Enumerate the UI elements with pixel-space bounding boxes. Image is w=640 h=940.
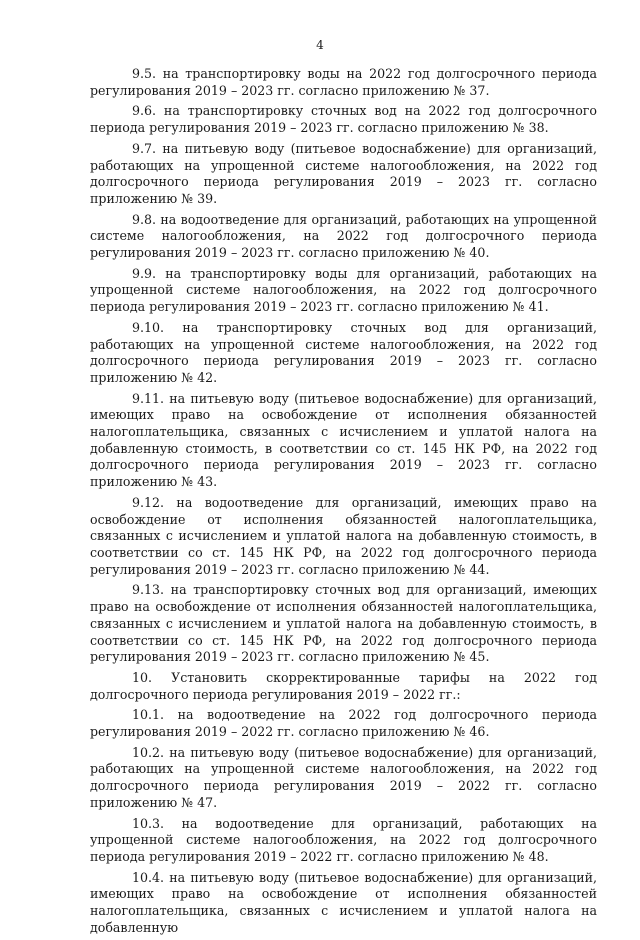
paragraph-10-1: 10.1. на водоотведение на 2022 год долгосрочного периода регулирования 2019 – 2022 гг. согласно приложению № 46. [90, 707, 597, 740]
paragraph-9-12: 9.12. на водоотведение для организаций, имеющих право на освобождение от исполнения обязанностей налогоплательщика, связанных с исчислением и уплатой налога на добавленную стоимость, в соответствии со ст. 145 НК РФ, на 2022 год долгосрочного периода регулирования 2019 – 2023 гг. согласно приложению № 44. [90, 494, 597, 577]
paragraph-10-3: 10.3. на водоотведение для организаций, работающих на упрощенной системе налогообложения, на 2022 год долгосрочного периода регулирования 2019 – 2022 гг. согласно приложению № 48. [90, 815, 597, 864]
paragraph-10-2: 10.2. на питьевую воду (питьевое водоснабжение) для организаций, работающих на упрощенной системе налогообложения, на 2022 год долгосрочного периода регулирования 2019 – 2022 гг. согласно приложению № 47. [90, 744, 597, 810]
document-body [90, 66, 597, 940]
paragraph-10: 10. Установить скорректированные тарифы на 2022 год долгосрочного периода регулирования 2019 – 2022 гг.: [90, 669, 597, 702]
paragraph-10-4: 10.4. на питьевую воду (питьевое водоснабжение) для организаций, имеющих право на освобождение от исполнения обязанностей налогоплательщика, связанных с исчислением и уплатой налога на добавленную [90, 869, 597, 935]
paragraph-9-7: 9.7. на питьевую воду (питьевое водоснабжение) для организаций, работающих на упрощенной системе налогообложения, на 2022 год долгосрочного периода регулирования 2019 – 2023 гг. согласно приложению № 39. [90, 140, 597, 206]
paragraph-9-11: 9.11. на питьевую воду (питьевое водоснабжение) для организаций, имеющих право на освобождение от исполнения обязанностей налогоплательщика, связанных с исчислением и уплатой налога на добавленную стоимость, в соответствии со ст. 145 НК РФ, на 2022 год долгосрочного периода регулирования 2019 – 2023 гг. согласно приложению № 43. [90, 390, 597, 490]
paragraph-9-9: 9.9. на транспортировку воды для организаций, работающих на упрощенной системе налогообложения, на 2022 год долгосрочного периода регулирования 2019 – 2023 гг. согласно приложению № 41. [90, 265, 597, 315]
paragraph-9-10: 9.10. на транспортировку сточных вод для организаций, работающих на упрощенной системе налогообложения, на 2022 год долгосрочного периода регулирования 2019 – 2023 гг. согласно приложению № 42. [90, 319, 597, 385]
paragraph-9-8: 9.8. на водоотведение для организаций, работающих на упрощенной системе налогообложения, на 2022 год долгосрочного периода регулирования 2019 – 2023 гг. согласно приложению № 40. [90, 211, 597, 261]
paragraph-9-5: 9.5. на транспортировку воды на 2022 год долгосрочного периода регулирования 2019 – 2023 гг. согласно приложению № 37. [90, 66, 597, 98]
paragraph-9-13: 9.13. на транспортировку сточных вод для организаций, имеющих право на освобождение от исполнения обязанностей налогоплательщика, связанных с исчислением и уплатой налога на добавленную стоимость, в соответствии со ст. 145 НК РФ, на 2022 год долгосрочного периода регулирования 2019 – 2023 гг. согласно приложению № 45. [90, 582, 597, 665]
paragraph-9-6: 9.6. на транспортировку сточных вод на 2022 год долгосрочного периода регулирования 2019 – 2023 гг. согласно приложению № 38. [90, 103, 597, 136]
page-number: 4 [316, 38, 324, 52]
